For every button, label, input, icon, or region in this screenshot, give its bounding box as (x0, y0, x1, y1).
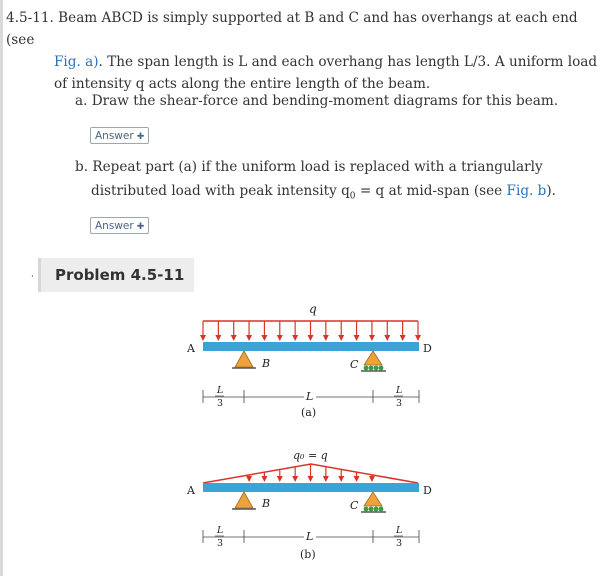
fig-a-link[interactable]: Fig. a) (54, 54, 99, 70)
dim-right-den: 3 (396, 538, 403, 549)
plus-icon: ✚ (136, 132, 145, 142)
problem-line-3: of intensity q acts along the entire length of the beam. (54, 76, 431, 92)
fig-b-link[interactable]: Fig. b (506, 183, 547, 199)
problem-line-2-text: . The span length is L and each overhang has length L/3. A uniform load (98, 54, 598, 70)
roller-wheel (374, 366, 379, 371)
dim-right-num: L (396, 525, 403, 536)
part-a-text: a. Draw the shear-force and bending-moment diagrams for this beam. (75, 93, 559, 109)
dim-left-num: L (217, 385, 224, 396)
problem-section-title: Problem 4.5-11 (38, 258, 194, 292)
label-C: C (350, 358, 359, 371)
dim-mid: L (306, 390, 314, 403)
label-D: D (423, 484, 432, 497)
label-B: B (262, 357, 271, 370)
part-b-line-1: b. Repeat part (a) if the uniform load is replaced with a triangularly (75, 159, 543, 175)
label-A: A (187, 484, 195, 497)
roller-wheel (379, 366, 384, 371)
pin-support-B (235, 351, 253, 367)
load-arrows (200, 321, 421, 341)
part-b-text-mid: = q at mid-span (see (355, 183, 507, 199)
pin-support-B (235, 492, 253, 508)
load-label-q0: q₀ = q (293, 449, 328, 462)
roller-wheel (364, 507, 369, 512)
load-arrow-head (261, 476, 267, 482)
label-C: C (350, 499, 359, 512)
roller-support-C (364, 492, 382, 506)
dim-right-den: 3 (396, 398, 403, 409)
dim-right-num: L (396, 385, 403, 396)
load-arrow-head (308, 476, 314, 482)
part-b-text-post: ). (546, 183, 556, 199)
load-arrow-head (369, 476, 375, 482)
dim-mid: L (306, 530, 314, 543)
dim-left-den: 3 (217, 398, 224, 409)
load-arrow-head (246, 335, 252, 341)
load-arrow-head (308, 335, 314, 341)
label-B: B (262, 497, 271, 510)
answer-a-label: Answer (95, 130, 134, 142)
dim-left-den: 3 (217, 538, 224, 549)
caption-a: (a) (301, 406, 317, 419)
section-bullet: · (31, 272, 34, 282)
load-arrow-head (261, 335, 267, 341)
dim-left-num: L (217, 525, 224, 536)
roller-wheel (364, 366, 369, 371)
part-b-text-pre: distributed load with peak intensity q (91, 183, 350, 199)
figure-b (186, 449, 432, 561)
load-arrow-head (354, 476, 360, 482)
load-arrow-head (354, 335, 360, 341)
problem-number: 4.5-11. (6, 10, 54, 26)
roller-wheel (369, 366, 374, 371)
load-arrow-head (415, 335, 421, 341)
load-arrow-head (277, 335, 283, 341)
beam-bar (203, 483, 419, 492)
beam-bar (203, 342, 419, 351)
load-arrow-head (369, 335, 375, 341)
problem-line-1: Beam ABCD is simply supported at B and C and has overhangs at each end (see (6, 10, 578, 48)
load-arrow-head (323, 476, 329, 482)
load-arrow-head (231, 335, 237, 341)
caption-b: (b) (300, 548, 316, 561)
load-arrow-head (292, 335, 298, 341)
roller-wheel (374, 507, 379, 512)
plus-icon: ✚ (136, 222, 145, 232)
triangular-load-arrows (246, 464, 375, 482)
load-arrow-head (215, 335, 221, 341)
load-arrow-head (200, 335, 206, 341)
load-arrow-head (338, 476, 344, 482)
roller-wheel (369, 507, 374, 512)
answer-b-label: Answer (95, 220, 134, 232)
label-D: D (423, 342, 432, 355)
label-A: A (187, 342, 195, 355)
load-arrow-head (338, 335, 344, 341)
load-arrow-head (277, 476, 283, 482)
roller-support-C (364, 351, 382, 365)
load-arrow-head (384, 335, 390, 341)
part-b-subscript: 0 (349, 191, 356, 202)
load-arrow-head (292, 476, 298, 482)
figure-a (186, 302, 432, 419)
load-arrow-head (323, 335, 329, 341)
load-arrow-head (246, 476, 252, 482)
roller-wheel (379, 507, 384, 512)
load-arrow-head (400, 335, 406, 341)
load-label-q: q (309, 302, 317, 316)
